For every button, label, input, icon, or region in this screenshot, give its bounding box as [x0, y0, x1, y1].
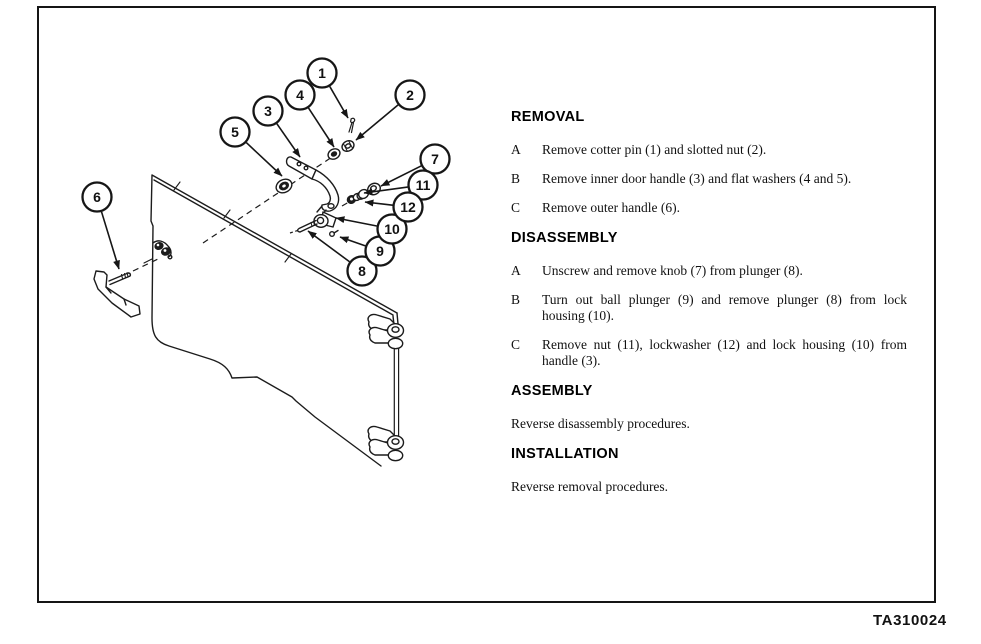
section-note: Reverse removal procedures. [511, 479, 669, 494]
ball-plunger-9 [330, 231, 338, 237]
procedure-step [511, 200, 907, 216]
step-text: Turn out ball plunger (9) and remove plunger (8) from lock housing (10). [542, 292, 907, 323]
callout-number: 8 [358, 263, 366, 279]
callout-number: 12 [400, 199, 416, 215]
callout-2 [356, 81, 425, 141]
step-label: B [511, 171, 521, 186]
callout-arrow [356, 105, 398, 140]
callout-arrow [365, 202, 393, 205]
section-note: Reverse disassembly procedures. [511, 416, 690, 431]
outer-handle-centerline [133, 259, 158, 271]
section-title: ASSEMBLY [511, 383, 593, 399]
step-label: A [511, 142, 521, 157]
callout-number: 2 [406, 87, 414, 103]
step-label: B [511, 292, 521, 307]
callout-number: 11 [415, 177, 431, 193]
step-text: Remove nut (11), lockwasher (12) and lock housing (10) from handle (3). [542, 337, 907, 368]
step-text: Remove outer handle (6). [542, 200, 680, 215]
step-label: A [511, 263, 521, 278]
door-panel [144, 175, 398, 466]
callout-arrow [336, 218, 377, 226]
slotted-nut-2 [340, 139, 356, 154]
step-label: C [511, 200, 521, 215]
procedure-step [511, 337, 907, 369]
callout-number: 7 [431, 151, 439, 167]
washer-parts [274, 118, 356, 195]
procedure-step [511, 292, 907, 324]
inner-handle-part [287, 157, 339, 215]
section-disassembly [511, 229, 907, 369]
hinge-rod [394, 346, 398, 446]
flat-washer-5 [274, 176, 294, 195]
callout-number: 10 [384, 221, 400, 237]
section-title: DISASSEMBLY [511, 230, 618, 246]
callout-arrow [330, 86, 348, 118]
section-title: REMOVAL [511, 109, 585, 125]
handle-hook-hole [328, 204, 334, 209]
section-removal [511, 108, 907, 216]
callout-arrow [246, 143, 282, 176]
procedure-step [511, 142, 907, 158]
callout-5 [221, 118, 283, 177]
callout-number: 6 [93, 189, 101, 205]
figure-code: TA310024 [873, 612, 947, 629]
lock-parts [298, 181, 383, 236]
step-text: Remove inner door handle (3) and flat washers (4 and 5). [542, 171, 852, 186]
callout-number: 9 [376, 243, 384, 259]
step-label: C [511, 337, 521, 352]
callout-arrow [277, 124, 300, 157]
lock-housing-10 [314, 212, 336, 227]
procedure-step [511, 263, 907, 279]
section-installation [511, 445, 907, 495]
keeper-bracket [153, 241, 172, 259]
cotter-pin-1 [349, 118, 355, 132]
callout-number: 3 [264, 103, 272, 119]
callout-number: 1 [318, 65, 326, 81]
step-text: Unscrew and remove knob (7) from plunger (8). [542, 263, 803, 278]
callout-layer [83, 59, 450, 286]
plunger-8 [298, 221, 317, 233]
callout-arrow [308, 108, 334, 147]
outer-handle-part [94, 271, 140, 317]
callout-arrow [340, 237, 365, 246]
section-assembly [511, 382, 907, 432]
step-text: Remove cotter pin (1) and slotted nut (2). [542, 142, 767, 157]
callout-number: 5 [231, 124, 239, 140]
callout-arrow [308, 231, 350, 262]
procedure-step [511, 171, 907, 187]
callout-arrow [102, 212, 119, 269]
callout-4 [286, 81, 335, 148]
callout-number: 4 [296, 87, 304, 103]
section-title: INSTALLATION [511, 446, 619, 462]
callout-6 [83, 183, 120, 270]
procedures-panel [511, 108, 907, 508]
